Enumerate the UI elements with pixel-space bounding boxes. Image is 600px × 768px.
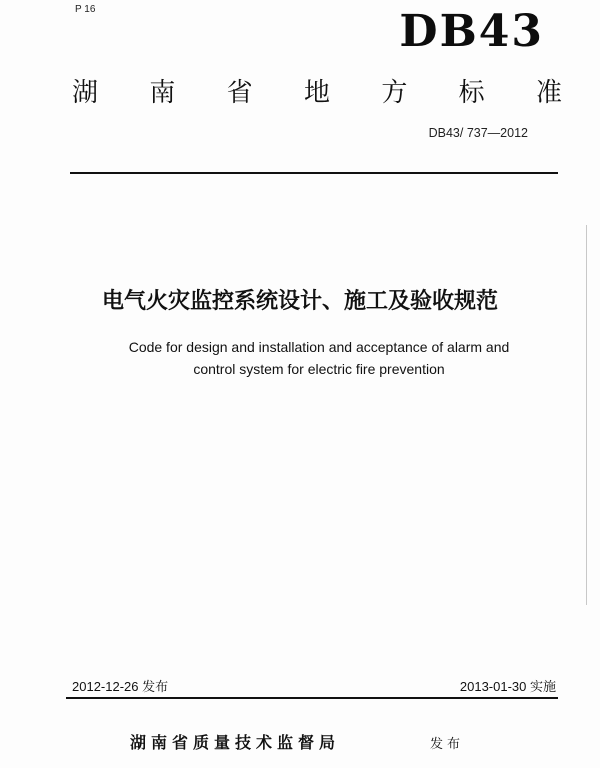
bottom-divider [66,697,558,699]
document-title-english [0,336,600,380]
standard-type-char: 南 [149,78,176,108]
standard-type-char: 省 [226,78,253,108]
issuing-authority: 湖南省质量技术监督局 [130,733,341,752]
standard-number: DB43/ 737—2012 [428,126,528,140]
standard-type-char: 标 [458,78,485,108]
top-divider [70,172,558,174]
standard-type-heading [72,72,562,109]
implementation-date: 2013-01-30 实施 [459,679,556,694]
ics-code: P 16 [75,4,96,15]
english-title-line: Code for design and installation and acceptance of alarm and [128,339,510,355]
standard-type-char: 湖 [72,78,99,108]
standard-code-logo: DB43 [399,6,544,57]
issuer-suffix: 发布 [430,737,465,752]
document-title-chinese: 电气火灾监控系统设计、施工及验收规范 [101,289,498,314]
standard-type-char: 准 [535,78,562,108]
scan-artifact-line [586,225,587,605]
standard-type-char: 方 [381,78,408,108]
issue-date: 2012-12-26 发布 [72,679,169,694]
standard-type-char: 地 [303,78,330,108]
english-title-line: control system for electric fire prevention [193,361,445,377]
